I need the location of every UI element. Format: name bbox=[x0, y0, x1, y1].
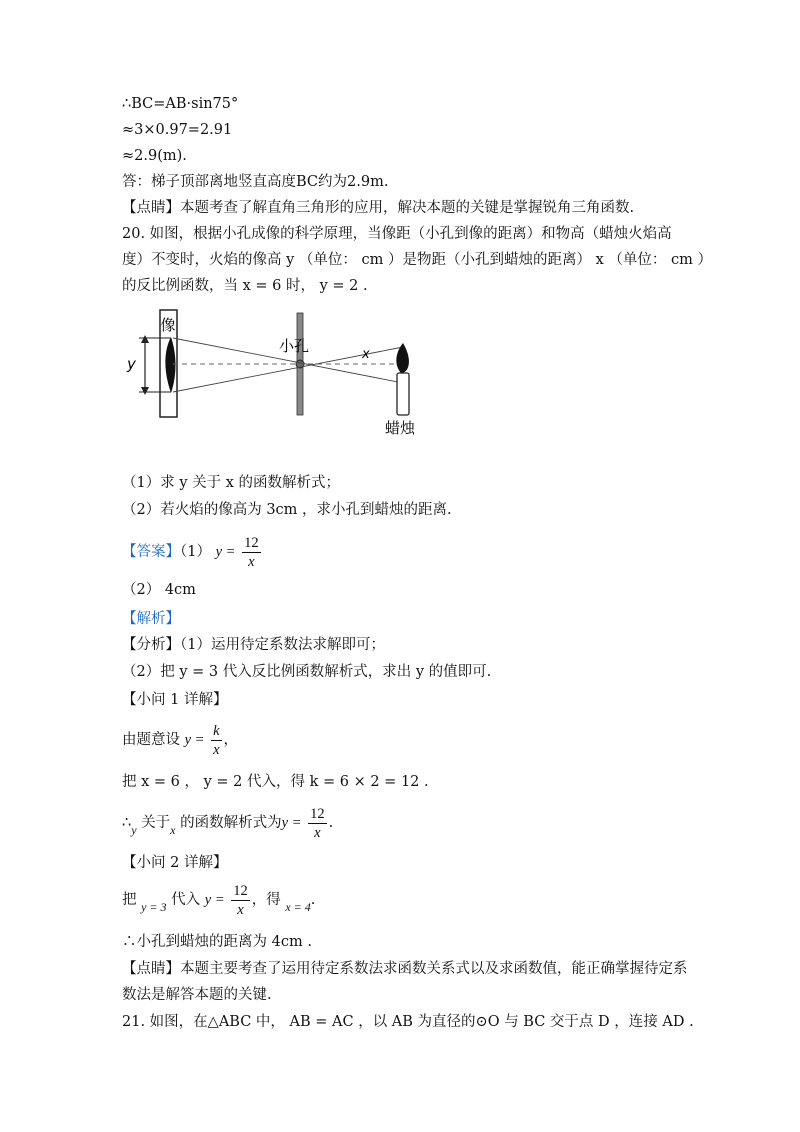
fraction: $\frac{k}{x}$ bbox=[213, 722, 220, 758]
comment-line: 数法是解答本题的关键. bbox=[122, 987, 272, 1003]
q20-sub1: （1）求 y 关于 x 的函数解析式； bbox=[122, 475, 341, 491]
comment-line: 【点睛】本题考查了解直角三角形的应用，解决本题的关键是掌握锐角三角函数. bbox=[122, 200, 635, 216]
q20-sub2: （2）若火焰的像高为 3cm ，求小孔到蜡烛的距离. bbox=[122, 502, 452, 518]
fraction: $\frac{12}{x}$ bbox=[233, 882, 248, 918]
answer-2: （2） 4cm bbox=[122, 582, 196, 598]
step2-line: 把 $_{y = 3}$ 代入 y = $\frac{12}{x}$ ，得 $_{x = 4}$. bbox=[122, 882, 316, 918]
step1-line: 由题意设 y = $\frac{k}{x}$ ， bbox=[122, 722, 239, 758]
step2-title: 【小问 2 详解】 bbox=[122, 855, 228, 871]
analysis-line: （2）把 y = 3 代入反比例函数解析式，求出 y 的值即可. bbox=[122, 664, 492, 680]
comment-line: 【点睛】本题主要考查了运用待定系数法求函数关系式以及求函数值，能正确掌握待定系 bbox=[122, 961, 688, 977]
answer-line: 答：梯子顶部离地竖直高度BC约为2.9m. bbox=[122, 174, 389, 190]
analysis-line: 【分析】（1）运用待定系数法求解即可； bbox=[122, 637, 385, 653]
fraction: $\frac{12}{x}$ bbox=[244, 534, 259, 570]
q20-stem: 的反比例函数，当 x = 6 时， y = 2 . bbox=[122, 278, 368, 294]
q20-stem: 20. 如图，根据小孔成像的科学原理，当像距（小孔到像的距离）和物高（蜡烛火焰高 bbox=[122, 226, 672, 242]
x-label: x bbox=[362, 347, 370, 362]
analysis-tag: 【解析】 bbox=[122, 611, 180, 627]
image-label: 像 bbox=[160, 316, 176, 334]
q20-stem: 度）不变时，火焰的像高 y （单位： cm ）是物距（小孔到蜡烛的距离） x （单位： cm ） bbox=[122, 252, 712, 268]
q21-stem: 21. 如图，在△ABC 中， AB = AC ，以 AB 为直径的⊙O 与 BC 交于点 D ，连接 AD . bbox=[122, 1014, 694, 1030]
solution-line: ∴BC=AB·sin75° bbox=[122, 96, 239, 112]
answer-tag: 【答案】 bbox=[122, 544, 180, 560]
y-label: y bbox=[127, 355, 136, 373]
solution-line: ≈3×0.97=2.91 bbox=[122, 122, 233, 138]
step1-line: $\therefore_y$ 关于$_x$ 的函数解析式为y = $\frac{12}{x}$ . bbox=[122, 805, 334, 841]
pinhole-figure bbox=[115, 305, 425, 440]
step1-title: 【小问 1 详解】 bbox=[122, 692, 228, 708]
candle-label: 蜡烛 bbox=[385, 419, 416, 437]
step2-line: ∴小孔到蜡烛的距离为 4cm . bbox=[122, 934, 312, 950]
hole-label: 小孔 bbox=[279, 337, 310, 355]
answer-1: 【答案】（1） y = $\frac{12}{x}$ bbox=[122, 534, 259, 570]
fraction: $\frac{12}{x}$ bbox=[310, 805, 325, 841]
solution-line: ≈2.9(m). bbox=[122, 148, 187, 164]
step1-line: 把 x = 6 ， y = 2 代入，得 k = 6 × 2 = 12 . bbox=[122, 774, 429, 790]
